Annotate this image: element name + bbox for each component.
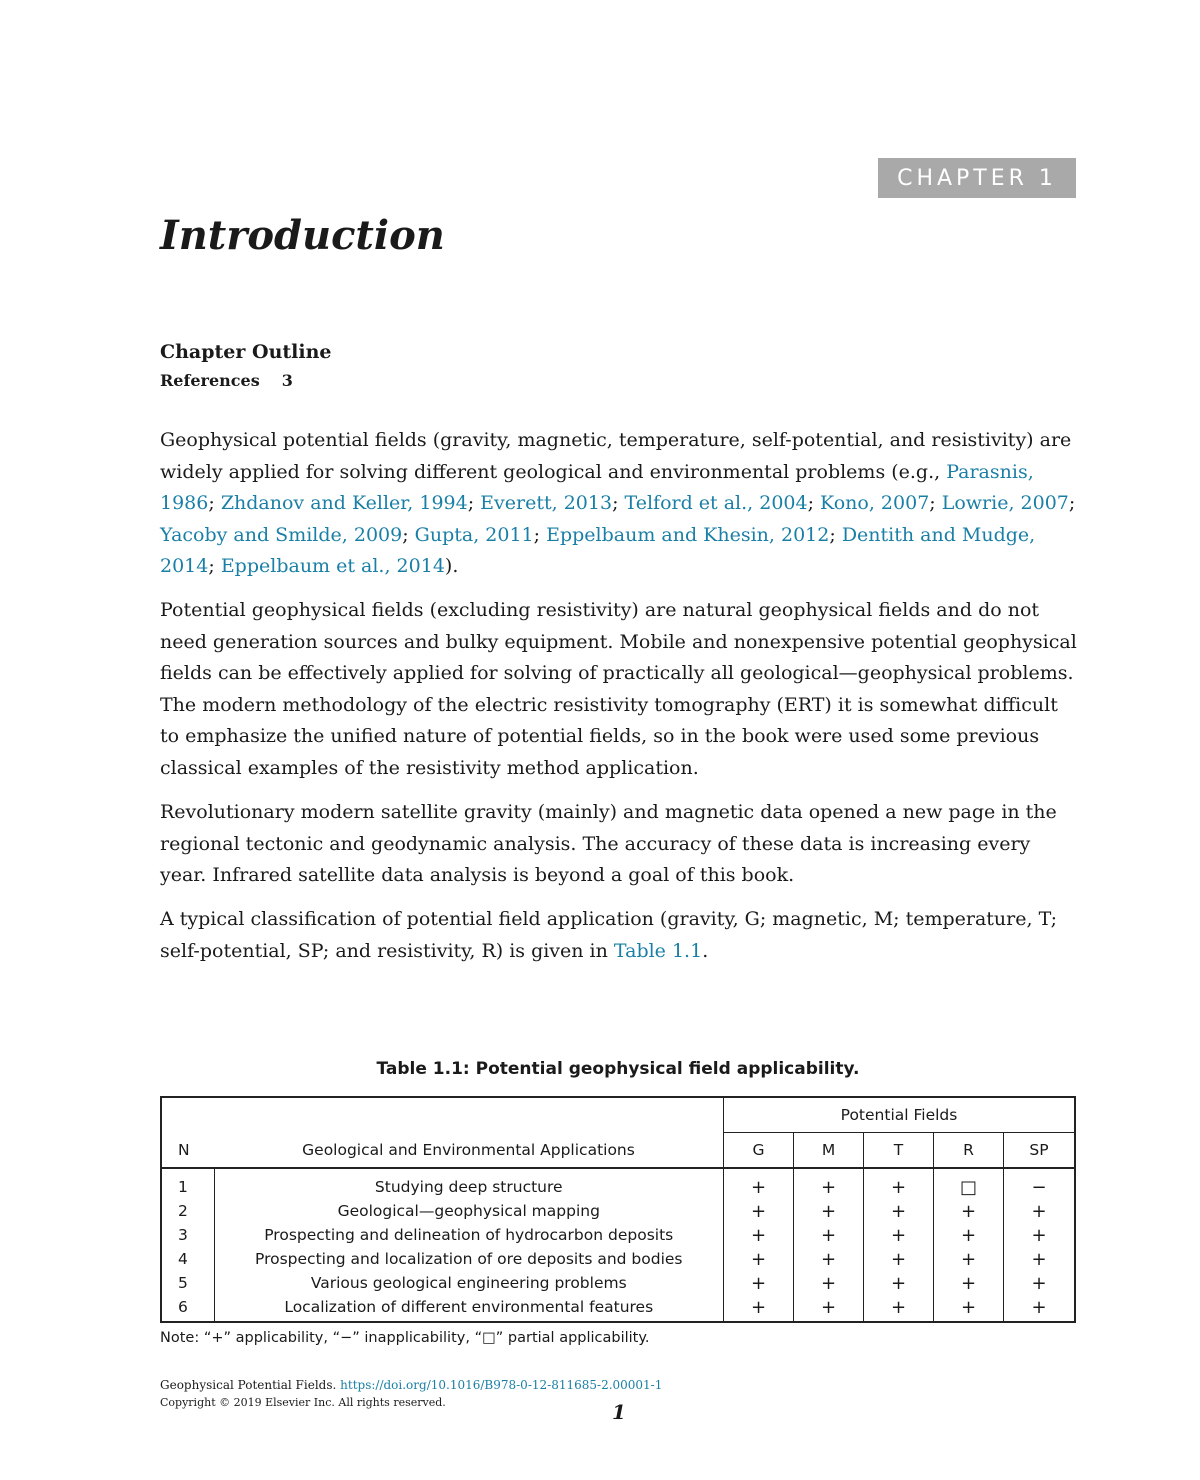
citation-link[interactable]: Eppelbaum and Khesin, 2012: [546, 523, 830, 546]
cell-t: +: [864, 1199, 934, 1223]
citation-link[interactable]: Zhdanov and Keller, 1994: [220, 492, 468, 514]
paragraph-1-text: Geophysical potential fields (gravity, magnetic, temperature, self-potential, and resistivity) are widely applied for solving different geological and environmental problems (e.g.,: [160, 429, 1072, 483]
cell-t: +: [864, 1223, 934, 1247]
cell-m: +: [794, 1247, 864, 1271]
citation-link[interactable]: Gupta, 2011: [414, 523, 534, 546]
paragraph-3: Revolutionary modern satellite gravity (mainly) and magnetic data opened a new page in the regional tectonic and geodynamic analysis. The accuracy of these data is increasing every year. Infrared satellite data analysis is beyond a goal of this book.: [160, 801, 1057, 886]
citation-link[interactable]: Dentith and Mudge, 2014: [160, 523, 1036, 577]
cell-r: +: [934, 1223, 1004, 1247]
citation-link[interactable]: Parasnis, 1986: [160, 460, 1034, 514]
cell-n: 1: [161, 1168, 214, 1199]
cell-n: 2: [161, 1199, 214, 1223]
cell-g: +: [724, 1247, 794, 1271]
paragraph-1-text: ;: [402, 523, 415, 546]
paragraph-1-text: ;: [1068, 492, 1076, 514]
header-potential-fields: Potential Fields: [724, 1097, 1076, 1133]
paragraph-1-text: ;: [208, 492, 221, 514]
header-blank-app: [214, 1097, 724, 1133]
paragraph-1-text: ;: [467, 492, 481, 514]
citation-link[interactable]: Eppelbaum et al., 2014: [220, 555, 445, 577]
paragraph-1-text: ;: [829, 523, 842, 546]
paragraph-2: Potential geophysical fields (excluding resistivity) are natural geophysical fields and do not need generation sources and bulky equipment. Mobile and nonexpensive potential geophysical fields can be effectively applied for solving of practically all geological—geophysical problems. The modern methodology of the electric resistivity tomography (ERT) it is somewhat difficult to emphasize the unified nature of potential fields, so in the book were used some previous classical examples of the resistivity method application.: [160, 599, 1077, 779]
citation-link[interactable]: Kono, 2007: [820, 492, 930, 514]
header-application: Geological and Environmental Applications: [214, 1133, 724, 1169]
cell-m: +: [794, 1271, 864, 1295]
header-sp: SP: [1004, 1133, 1076, 1169]
cell-t: +: [864, 1168, 934, 1199]
cell-sp: −: [1004, 1168, 1076, 1199]
cell-r: □: [934, 1168, 1004, 1199]
table-link[interactable]: Table 1.1: [613, 939, 703, 962]
table-row: [161, 1223, 1075, 1247]
outline-item-references[interactable]: [160, 371, 293, 390]
chapter-outline-heading: Chapter Outline: [160, 341, 332, 363]
outline-item-page: 3: [281, 371, 293, 390]
cell-m: +: [794, 1168, 864, 1199]
table-body: [161, 1168, 1075, 1322]
header-r: R: [934, 1133, 1004, 1169]
cell-n: 3: [161, 1223, 214, 1247]
page-number: 1: [612, 1400, 626, 1424]
chapter-title: Introduction: [160, 212, 445, 259]
cell-application: Studying deep structure: [214, 1168, 724, 1199]
cell-application: Geological—geophysical mapping: [214, 1199, 724, 1223]
cell-sp: +: [1004, 1223, 1076, 1247]
citation-link[interactable]: Everett, 2013: [480, 492, 613, 514]
paragraph-1-text: ;: [533, 523, 547, 546]
paragraph-4-end: .: [702, 939, 709, 962]
citation-link[interactable]: Yacoby and Smilde, 2009: [160, 523, 403, 546]
cell-t: +: [864, 1295, 934, 1322]
paragraph-1-text: ;: [612, 492, 625, 514]
citation-link[interactable]: Telford et al., 2004: [624, 492, 808, 514]
cell-sp: +: [1004, 1199, 1076, 1223]
cell-t: +: [864, 1271, 934, 1295]
footer-copyright: Copyright © 2019 Elsevier Inc. All rights reserved.: [160, 1396, 446, 1409]
cell-m: +: [794, 1199, 864, 1223]
cell-application: Prospecting and delineation of hydrocarbon deposits: [214, 1223, 724, 1247]
paragraph-4-text: A typical classification of potential field application (gravity, G; magnetic, M; temperature, T; self-potential, SP; and resistivity, R) is given in: [160, 908, 1057, 962]
table-caption: Table 1.1: Potential geophysical field applicability.: [376, 1059, 860, 1079]
footer-citation: [160, 1378, 662, 1392]
cell-n: 4: [161, 1247, 214, 1271]
table-row: [161, 1199, 1075, 1223]
header-g: G: [724, 1133, 794, 1169]
cell-application: Various geological engineering problems: [214, 1271, 724, 1295]
outline-item-label: References: [160, 371, 260, 390]
cell-g: +: [724, 1295, 794, 1322]
cell-g: +: [724, 1223, 794, 1247]
header-t: T: [864, 1133, 934, 1169]
doi-link[interactable]: https://doi.org/10.1016/B978-0-12-811685-2.00001-1: [340, 1378, 663, 1392]
cell-application: Localization of different environmental features: [214, 1295, 724, 1322]
cell-sp: +: [1004, 1271, 1076, 1295]
cell-r: +: [934, 1271, 1004, 1295]
table-note: Note: “+” applicability, “−” inapplicability, “□” partial applicability.: [160, 1330, 650, 1346]
cell-r: +: [934, 1199, 1004, 1223]
citation-link[interactable]: Lowrie, 2007: [941, 492, 1069, 514]
cell-g: +: [724, 1271, 794, 1295]
applicability-table: [160, 1096, 1076, 1323]
paragraph-4: [160, 904, 1080, 967]
table-row: [161, 1271, 1075, 1295]
cell-g: +: [724, 1168, 794, 1199]
cell-g: +: [724, 1199, 794, 1223]
cell-r: +: [934, 1247, 1004, 1271]
paragraph-1-text: ).: [444, 555, 459, 577]
header-blank-n: [161, 1097, 214, 1133]
chapter-label: CHAPTER 1: [878, 158, 1076, 198]
cell-application: Prospecting and localization of ore deposits and bodies: [214, 1247, 724, 1271]
cell-t: +: [864, 1247, 934, 1271]
table-row: [161, 1247, 1075, 1271]
cell-m: +: [794, 1295, 864, 1322]
cell-r: +: [934, 1295, 1004, 1322]
cell-sp: +: [1004, 1295, 1076, 1322]
table-header-row-group: [161, 1097, 1075, 1133]
table-row: [161, 1295, 1075, 1322]
cell-n: 5: [161, 1271, 214, 1295]
cell-sp: +: [1004, 1247, 1076, 1271]
table-header-row: [161, 1133, 1075, 1169]
paragraph-1-text: ;: [807, 492, 821, 514]
header-m: M: [794, 1133, 864, 1169]
paragraph-1-text: ;: [929, 492, 942, 514]
paragraph-1-text: ;: [208, 555, 221, 577]
cell-n: 6: [161, 1295, 214, 1322]
cell-m: +: [794, 1223, 864, 1247]
footer-book-title: Geophysical Potential Fields.: [160, 1378, 337, 1392]
header-n: N: [161, 1133, 214, 1169]
paragraph-1: [160, 425, 1080, 583]
table-row: [161, 1168, 1075, 1199]
